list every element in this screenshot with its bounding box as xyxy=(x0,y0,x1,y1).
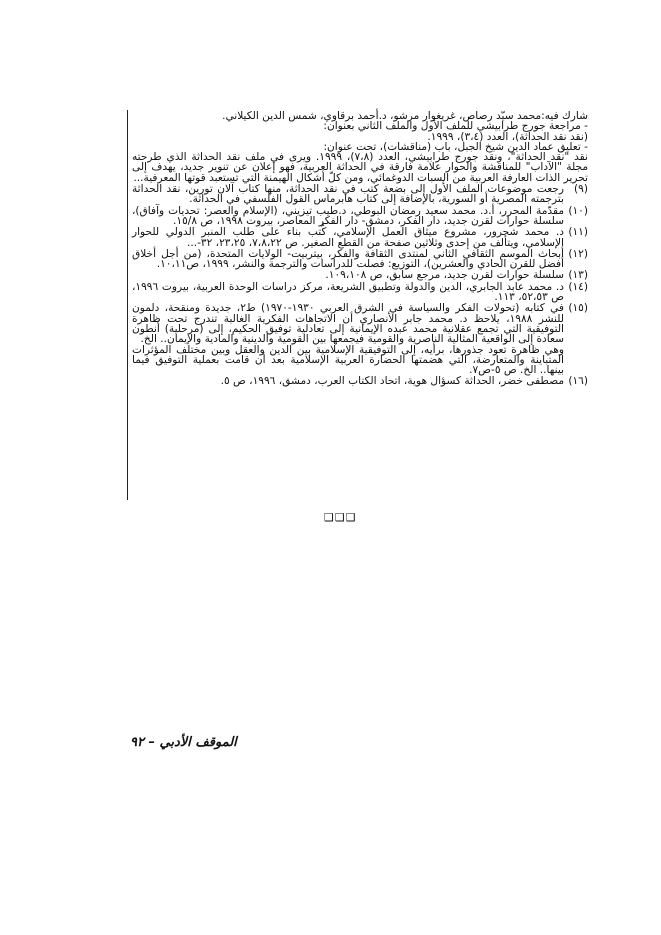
intro-line: - مراجعة جورج طرابيشي للملف الأول والملف الثاني بعنوان: xyxy=(323,120,588,133)
footnote-12 xyxy=(132,249,588,270)
footnote-number: (١٤) xyxy=(568,280,588,293)
margin-rule xyxy=(127,110,128,500)
footnote-text: في كتابه (تحولات الفكر والسياسة في الشرق العربي ١٩٣٠-١٩٧٠) ط٢، جديدة ومنقحة، دلمون للنشر ١٩٨٨، يلاحظ د. محمد جابر الأنصاري أن الاتجاهات الفكرية الغالبة تندرج تحت ظاهرة التوفيقية التي تجمع عقلانية محمد عبده الإيمانية إلى تعادلية توفيق الحكيم، إلى (مرحلية) أنطون سعادة إلى الواقعية المثالية الناصرية والقومية فيجمعها بين القومية والدينية والمادية والإيمان.. الخ. xyxy=(132,302,564,346)
intro-line: - تعليق عماد الدين شيخ الجبل، باب (مناقشات)، تحت عنوان: xyxy=(323,140,588,153)
footnote-number: (١٠) xyxy=(568,204,588,217)
footnote-text: سلسلة حوارات لقرن جديد، مرجع سابق، ص ١٠٩،١٠٨. xyxy=(325,269,564,282)
footnote-13 xyxy=(132,270,588,280)
intro-line: شارك فيه:محمد سيّد رصاص، غريغوار مرشو، د.أحمد برقاوي، شمس الدين الكيلاني. xyxy=(222,110,588,122)
footnotes-block xyxy=(132,111,588,387)
footnote-9 xyxy=(132,184,588,205)
footnote-text: مصطفى خضر، الحداثة كسؤال هوية، اتحاد الكتاب العرب، دمشق، ١٩٩٦، ص ٥. xyxy=(220,375,564,388)
intro-line: (نقد نقد الحداثة)، العدد (٣،٤)، ١٩٩٩. xyxy=(427,130,588,143)
footnote-continuation: وهي ظاهرة تعود جذورها، برأيه، إلى التوفيقية الإسلامية بين الدين والعقل وبين مختلف المؤثرات المتباينة والمتعارضة، التي هضمتها الحضارة العربية الإسلامية بعد أن قامت بعملية التوفيق فيما بينها.. الخ. ص ٥-ص٧. xyxy=(132,343,564,377)
footnote-text: أبحاث الموسم الثقافي الثاني لمنتدى الثقافة والفكر، بيتربيت- الولايات المتحدة، (من أجل أخلاق أفضل للقرن الحادي والعشرين)، التوزيع: فصلت للدراسات والترجمة والنشر، ١٩٩٩، ص١٠،١١. xyxy=(132,247,564,271)
footnote-16 xyxy=(132,376,588,386)
intro-line: نقد "نقد الحداثة"، ونقد جورج طرابيشي، العدد (٧،٨)، ١٩٩٩. ويرى في ملف نقد الحداثة الذي طرحته مجلة "الآداب" للمناقشة والحوار علامة فارقة في الحداثة العربية، فهو إعلان عن تنوير جديد، يهدف إلى تحرير الذات العارفة العربية من السبات الدوغمائي، ومن كلّ أشكال الهيمنة التي تستعبد قوتها المعرفية... xyxy=(132,151,588,184)
footnote-number: (١٣) xyxy=(568,269,588,282)
footnote-10 xyxy=(132,206,588,227)
footnote-text: د. محمد شحرور، مشروع ميثاق العمل الإسلامي، كُتب بناء على طلب المنبر الدولي للحوار الإسلامي، ويتألف من إحدى وثلاثين صفحة من القطع الصغير. ص ٧،٨،٢٢، ٢٣،٢٥، ٣٢-... xyxy=(132,226,564,249)
footnote-text: رجعت موضوعات الملف الأول إلى بضعة كتب في نقد الحداثة، منها كتاب آلان تورين، نقد الحداثة بترجمته المصرية أو السورية، بالإضافة إلى كتاب هابرماس القول الفلسفي في الحداثة. xyxy=(132,183,564,206)
page-footer: الموقف الأدبي – ٩٢ xyxy=(130,735,237,750)
footnote-number: (١٥) xyxy=(568,302,588,315)
footnote-number: (٩) xyxy=(574,183,588,196)
footnote-number: (١١) xyxy=(568,226,588,239)
footnote-body xyxy=(132,303,564,375)
footnote-15 xyxy=(132,303,588,375)
footnote-number: (١٢) xyxy=(568,247,588,260)
footnote-11 xyxy=(132,227,588,248)
footnote-14 xyxy=(132,282,588,303)
section-separator: ❑❑❑ xyxy=(324,511,357,524)
footnote-number: (١٦) xyxy=(568,375,588,388)
footnote-text: د. محمد عابد الجابري، الدين والدولة وتطبيق الشريعة، مركز دراسات الوحدة العربية، بيروت ١٩٩٦، ص ٥٢،٥٣، ١١٣. xyxy=(132,280,564,304)
footnote-text: مقدّمة المحرر، أ.د. محمد سعيد رمضان البوطي، د.طيب تيزيني، (الإسلام والعصر: تحديات وآفاق)، سلسلة حوارات لقرن جديد، دار الفكر، دمشق- دار الفكر المعاصر، بيروت ١٩٩٨، ص ١٥/٨. xyxy=(132,204,564,227)
